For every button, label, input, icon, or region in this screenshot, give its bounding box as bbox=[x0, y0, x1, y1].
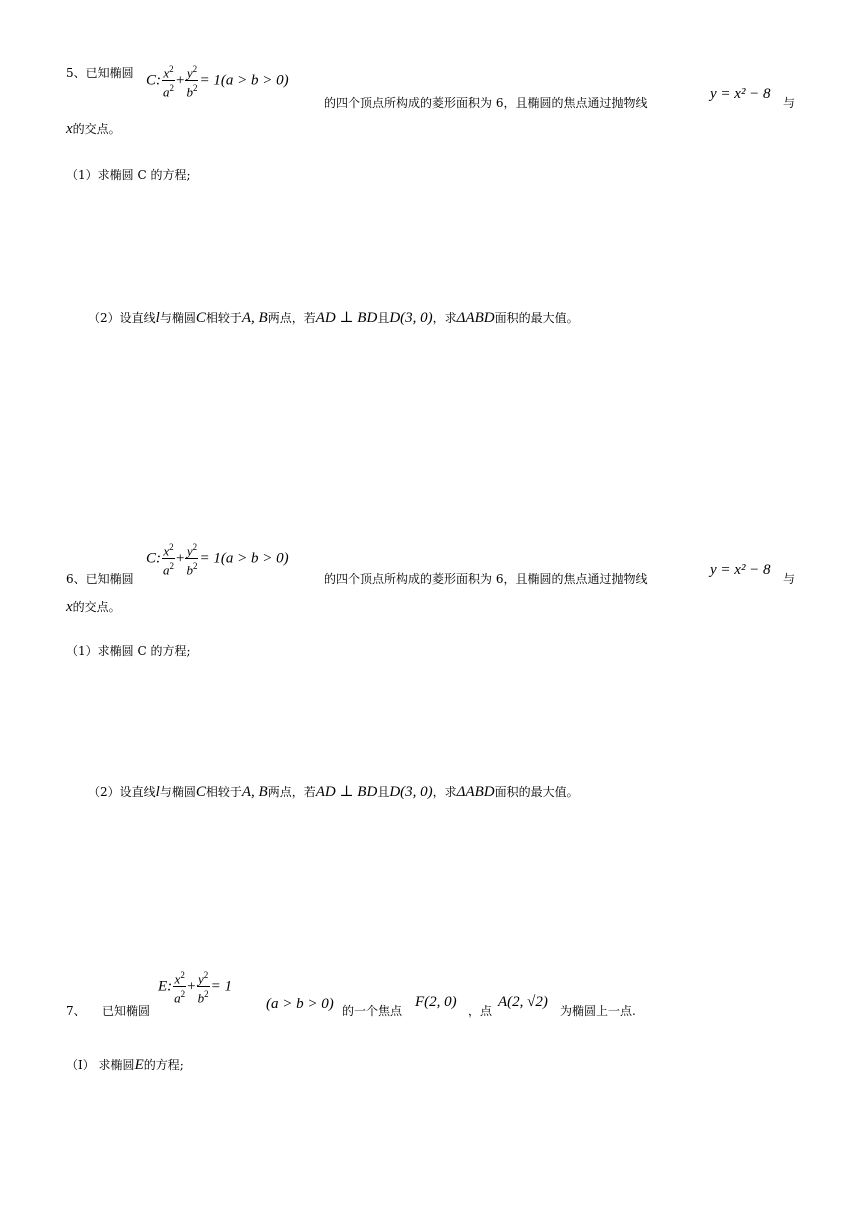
problem-5-line1 bbox=[66, 64, 134, 81]
ellipse-equation: C: $\frac{x^2}{a^2}$ + $\frac{y^2}{b^2}$ = 1(a > b > 0) bbox=[146, 64, 289, 100]
problem-number: 5、 bbox=[66, 66, 86, 80]
ellipse-equation: E: $\frac{x^2}{a^2}$ + $\frac{y^2}{b^2}$ = 1 bbox=[158, 970, 233, 1006]
problem-7-intro: 已知椭圆 bbox=[102, 1004, 151, 1018]
problem-7-rest: 的一个焦点 bbox=[342, 1004, 403, 1018]
part-2: （2）设直线l与椭圆C相较于A, B两点，若AD ⊥ BD且D(3, 0)，求ΔABD面积的最大值。 bbox=[88, 784, 579, 800]
problem-stem: 的四个顶点所构成的菱形面积为 6，且椭圆的焦点通过抛物线 bbox=[324, 572, 648, 586]
ellipse-equation: C: $\frac{x^2}{a^2}$ + $\frac{y^2}{b^2}$ = 1(a > b > 0) bbox=[146, 542, 289, 578]
problem-7-rest3: 为椭圆上一点. bbox=[560, 1004, 636, 1018]
point-a: A(2, √2) bbox=[498, 994, 548, 1010]
problem-line2: x的交点。 bbox=[66, 121, 121, 137]
problem-intro: 已知椭圆 bbox=[85, 66, 134, 80]
stem-end: 与 bbox=[783, 572, 796, 586]
problem-line2: x的交点。 bbox=[66, 599, 121, 615]
focus-point: F(2, 0) bbox=[415, 994, 457, 1010]
part-1: （1）求椭圆 C 的方程; bbox=[66, 644, 191, 658]
ellipse-condition: (a > b > 0) bbox=[266, 996, 334, 1012]
part-2: （2）设直线l与椭圆C相较于A, B两点，若AD ⊥ BD且D(3, 0)，求ΔABD面积的最大值。 bbox=[88, 310, 579, 326]
problem-6-line1 bbox=[66, 570, 134, 587]
stem-end: 与 bbox=[783, 96, 796, 110]
problem-stem: 的四个顶点所构成的菱形面积为 6，且椭圆的焦点通过抛物线 bbox=[324, 96, 648, 110]
problem-number: 6、已知椭圆 bbox=[66, 572, 134, 586]
parabola-equation: y = x² − 8 bbox=[710, 86, 771, 102]
part-1: （Ⅰ） 求椭圆E的方程; bbox=[66, 1057, 184, 1073]
part-1: （1）求椭圆 C 的方程; bbox=[66, 168, 191, 182]
problem-7-line1 bbox=[66, 1002, 86, 1019]
problem-number: 7、 bbox=[66, 1004, 86, 1018]
problem-7-rest2: ，点 bbox=[468, 1004, 493, 1018]
parabola-equation: y = x² − 8 bbox=[710, 562, 771, 578]
